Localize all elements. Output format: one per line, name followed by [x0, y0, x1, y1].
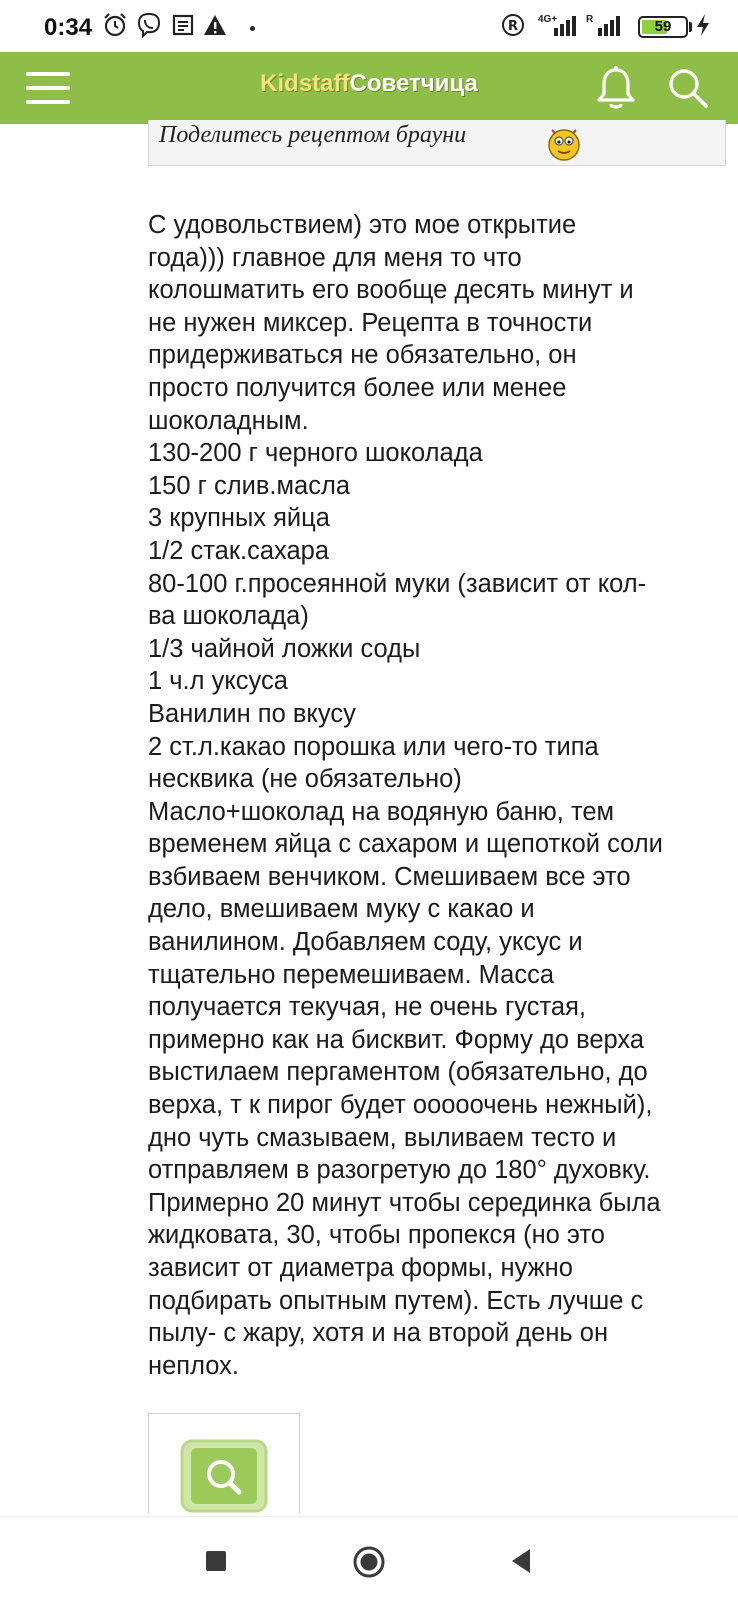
post-text-line: отправляем в разогретую до 180° духовку. [148, 1156, 651, 1185]
post-text-line: верха, т к пирог будет ооооочень нежный), [148, 1091, 653, 1120]
post-text-line: просто получится более или менее [148, 373, 567, 402]
battery-level-text: 59 [654, 18, 672, 35]
post-text-line: не нужен миксер. Рецепта в точности [148, 308, 593, 337]
post-text-line: временем яйца с сахаром и щепоткой соли [148, 830, 663, 859]
alarm-icon [102, 12, 128, 38]
quote-text: Поделитесь рецептом брауни [159, 122, 467, 148]
logo-part-sovetchica: Советчица [349, 70, 478, 97]
roaming-label: R [586, 14, 594, 25]
attachment-thumbnail[interactable] [148, 1413, 300, 1513]
home-icon[interactable] [352, 1545, 386, 1579]
smiley-emoticon-icon [546, 126, 582, 162]
post-text-line: 2 ст.л.какао порошка или чего-то типа [148, 732, 599, 761]
signal-roaming-icon [592, 12, 624, 38]
bell-icon[interactable] [594, 64, 638, 112]
status-time: 0:34 [44, 14, 93, 41]
post-text-line: ванилином. Добавляем соду, уксус и [148, 928, 583, 957]
post-text-line: взбиваем венчиком. Смешиваем все это [148, 862, 631, 891]
post-text-line: пылу- с жару, хотя и на второй день он [148, 1319, 609, 1348]
post-text-line: 3 крупных яйца [148, 504, 330, 533]
post-text-line: несквика (не обязательно) [148, 765, 462, 794]
post-text-line: жидковата, 30, чтобы пропекся (но это [148, 1221, 605, 1250]
back-icon[interactable] [508, 1547, 534, 1575]
charging-icon [694, 12, 712, 38]
post-text-line: колошматить его вообще десять минут и [148, 276, 634, 305]
post-text-line: дно чуть смазываем, выливаем тесто и [148, 1123, 617, 1152]
post-text-line: получается текучая, не очень густая, [148, 993, 586, 1022]
recents-icon[interactable] [206, 1551, 226, 1571]
post-text-line: Масло+шоколад на водяную баню, тем [148, 797, 615, 826]
svg-text:R: R [507, 19, 519, 34]
system-nav-bar [0, 1516, 738, 1600]
post-text-line: 80-100 г.просеянной муки (зависит от кол- [148, 569, 647, 598]
quote-block [148, 120, 726, 166]
app-header [0, 52, 738, 124]
registered-icon [500, 12, 526, 38]
viber-icon [136, 12, 162, 38]
post-text-line: года))) главное для меня то что [148, 243, 522, 272]
post-text-line: 1 ч.л уксуса [148, 667, 288, 696]
notification-dot [250, 26, 255, 31]
post-text-line: С удовольствием) это мое открытие [148, 211, 577, 239]
post-text-line: Примерно 20 минут чтобы серединка была [148, 1188, 661, 1217]
post-body [148, 209, 728, 1382]
post-text-line: примерно как на бисквит. Форму до верха [148, 1025, 645, 1054]
post-text-line: дело, вмешиваем муку с какао и [148, 895, 535, 924]
post-text-line: шоколадным. [148, 406, 309, 435]
logo-part-kidstaff: Kidstaff [260, 70, 350, 97]
post-text-line: Ванилин по вкусу [148, 699, 356, 728]
post-text-line: 150 г слив.масла [148, 471, 351, 500]
post-text-line: 1/3 чайной ложки соды [148, 634, 421, 663]
search-icon[interactable] [666, 66, 710, 110]
battery-indicator [638, 16, 688, 38]
post-text-line: ва шоколада) [148, 602, 309, 631]
signal-icon [540, 12, 580, 38]
post-text-line: зависит от диаметра формы, нужно [148, 1254, 573, 1282]
post-text-line: неплох. [148, 1351, 239, 1380]
post-text-line: 130-200 г черного шоколада [148, 439, 483, 468]
news-icon [170, 12, 196, 38]
post-text-line: 1/2 стак.сахара [148, 536, 330, 565]
status-bar [0, 0, 738, 52]
post-text-line: тщательно перемешиваем. Масса [148, 960, 555, 989]
menu-bar [26, 100, 70, 104]
post-text-line: придерживаться не обязательно, он [148, 341, 577, 370]
battery-tip [689, 22, 692, 32]
zoom-icon [179, 1438, 269, 1514]
post-text-line: выстилаем пергаментом (обязательно, до [148, 1058, 648, 1087]
warning-icon [202, 12, 228, 38]
network-type-label: 4G+ [538, 14, 558, 25]
post-text-line: подбирать опытным путем). Есть лучше с [148, 1286, 644, 1315]
